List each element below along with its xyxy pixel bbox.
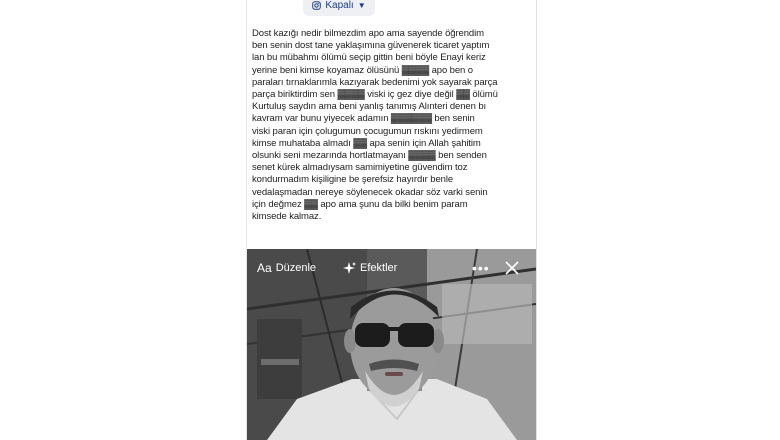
text-style-icon: Aa xyxy=(257,261,272,275)
caret-down-icon: ▼ xyxy=(357,0,366,10)
instagram-icon xyxy=(312,1,321,10)
story-edit-toolbar xyxy=(247,257,536,279)
post-text: Dost kazığı nedir bilmezdim apo ama sayende öğrendim ben senin dost tane yaklaşımına güvenerek ticaret yaptım lan bu mübahmı ölümü seçip gittin beni böyle Enayi keriz yerine beni kimse koyamaz ölüsünü ▓▓▓▓ apo ben o paraları tırnaklarımla kazıyarak bedenimi yok sayarak parça parça biriktirdim sen ▓▓▓▓ viski iç gez diye değil ▓▓ ölümü Kurtuluş saydın ama beni yanlış tanımış Alınteri denen bı kavram var bunu yiyecek adamın ▓▓▓▓▓▓ ben senin viski paran için çolugumun çocugumun rıskını yedirmem kimse muhataba almadı ▓▓ apa senin için Allah şahitim olsunki seni mezarında hortlatmayanı ▓▓▓▓ ben senden senet kürek almadıysam samimiyetine güvendim toz kondurmadım kişiligine be şerefsiz hayırdır benle vedalaşmadan nereye söylenecek okadar söz varki senin için değmez ▓▓ apo ama şunu da bilki benim param kimsede kalmaz. xyxy=(252,28,498,223)
edit-label: Düzenle xyxy=(275,262,317,274)
sparkle-icon xyxy=(343,262,356,275)
edit-text-button[interactable] xyxy=(257,261,316,275)
close-icon[interactable] xyxy=(505,261,519,275)
privacy-selector[interactable] xyxy=(303,0,375,16)
effects-button[interactable] xyxy=(343,262,397,275)
story-screen xyxy=(246,0,537,440)
story-photo xyxy=(247,249,536,440)
more-options-icon[interactable]: ••• xyxy=(472,260,490,276)
privacy-label: Kapalı xyxy=(325,0,354,11)
effects-label: Efektler xyxy=(360,262,398,274)
